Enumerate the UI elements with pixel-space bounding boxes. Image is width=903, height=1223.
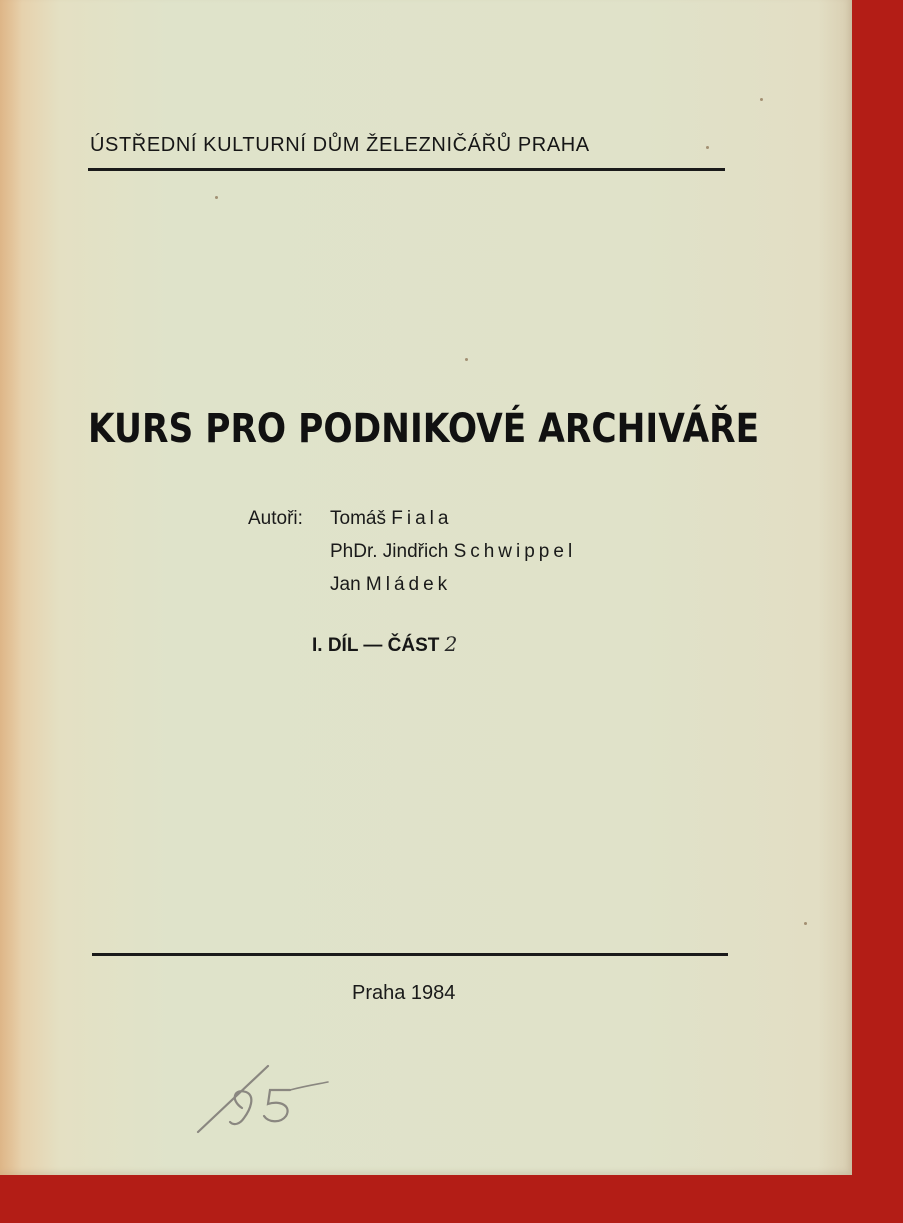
part-label: I. DÍL — ČÁST	[312, 635, 440, 656]
authors-block	[248, 508, 576, 607]
author-last-name: Mládek	[365, 574, 452, 595]
book-title: KURS PRO PODNIKOVÉ ARCHIVÁŘE	[88, 406, 760, 452]
author-row	[248, 508, 576, 541]
place-and-year: Praha 1984	[352, 982, 456, 1004]
author-first-name: PhDr. Jindřich	[330, 541, 449, 562]
paper-speck	[465, 358, 468, 361]
paper-speck	[706, 146, 709, 149]
author-last-name: Fiala	[391, 508, 453, 529]
volume-part	[312, 632, 457, 657]
author-first-name: Tomáš	[330, 508, 386, 529]
author-row	[248, 541, 576, 574]
paper-speck	[215, 196, 218, 199]
handwritten-note-text	[350, 1060, 351, 1061]
handwritten-note	[190, 1060, 350, 1145]
paper-speck	[760, 98, 763, 101]
paper-speck	[804, 922, 807, 925]
part-handwritten-number: 2	[444, 632, 458, 656]
publisher-name: ÚSTŘEDNÍ KULTURNÍ DŮM ŽELEZNIČÁŘŮ PRAHA	[90, 134, 590, 156]
authors-label: Autoři:	[248, 508, 303, 529]
bottom-divider	[92, 953, 728, 956]
handwritten-note-drawing	[190, 1060, 350, 1140]
top-divider	[88, 168, 725, 171]
author-first-name: Jan	[330, 574, 361, 595]
author-row	[248, 574, 576, 607]
author-last-name: Schwippel	[453, 541, 577, 562]
